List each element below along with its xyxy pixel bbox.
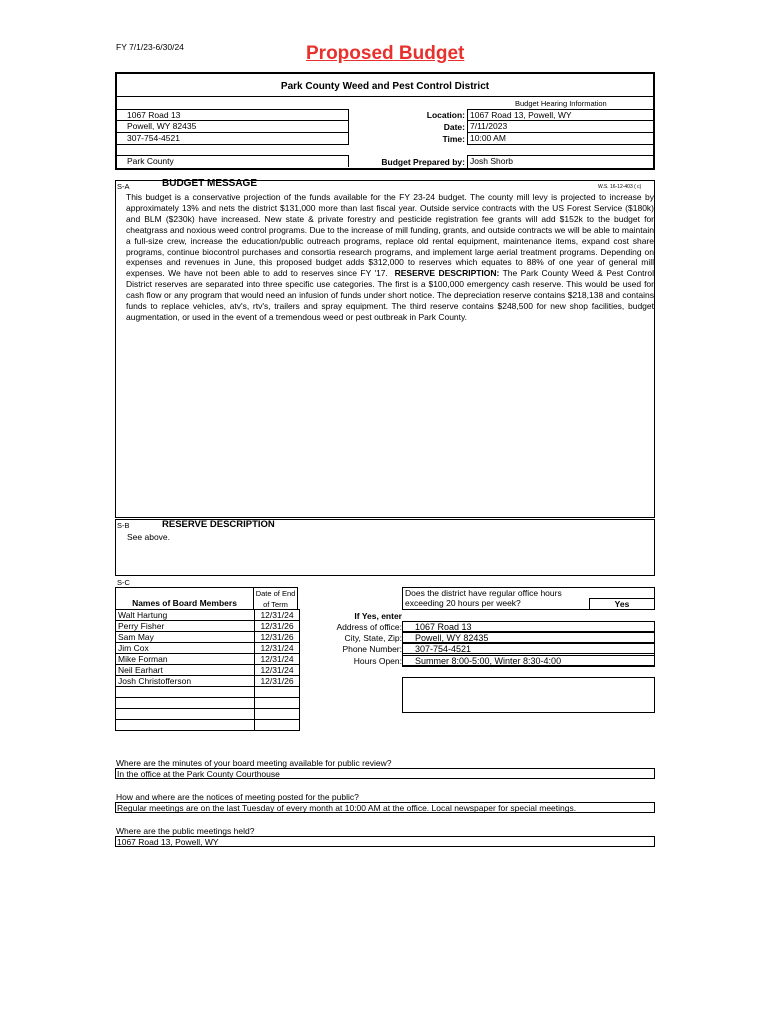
office-hours-label: Hours Open:	[353, 656, 402, 666]
table-row	[116, 720, 300, 731]
time-label: Time:	[442, 134, 465, 144]
statute-reference: W.S. 16-12-403 ( c)	[598, 184, 642, 190]
table-row	[116, 654, 300, 665]
member-term	[255, 687, 300, 698]
district-address-line2: Powell, WY 82435	[117, 121, 349, 133]
member-term: 12/31/24	[255, 643, 300, 654]
board-members-table	[115, 609, 300, 731]
if-yes-label: If Yes, enter	[354, 611, 402, 621]
district-name: Park County Weed and Pest Control District	[280, 81, 490, 92]
hearing-heading: Budget Hearing Information	[515, 99, 607, 108]
budget-message-heading: BUDGET MESSAGE	[162, 178, 258, 189]
term-header-line1: Date of End	[255, 589, 296, 598]
member-name	[116, 720, 255, 731]
prepared-by-value: Josh Shorb	[467, 155, 653, 168]
member-name	[116, 687, 255, 698]
table-row	[116, 687, 300, 698]
district-address-line1: 1067 Road 13	[117, 109, 349, 121]
reserve-description-text: See above.	[127, 532, 171, 542]
member-name: Mike Forman	[116, 654, 255, 665]
office-hours-value: Summer 8:00-5:00, Winter 8:30-4:00	[402, 655, 655, 666]
time-value: 10:00 AM	[467, 133, 653, 145]
table-row	[116, 665, 300, 676]
district-county: Park County	[117, 155, 349, 167]
reserve-description-heading: RESERVE DESCRIPTION	[162, 519, 275, 530]
office-city-value: Powell, WY 82435	[402, 632, 655, 643]
date-label: Date:	[443, 122, 465, 132]
district-phone: 307-754-4521	[117, 133, 349, 145]
member-name: Jim Cox	[116, 643, 255, 654]
office-phone-label: Phone Number:	[342, 644, 402, 654]
member-term: 12/31/24	[255, 665, 300, 676]
member-name: Walt Hartung	[116, 610, 255, 621]
member-name	[116, 698, 255, 709]
member-name: Sam May	[116, 632, 255, 643]
question-notices: How and where are the notices of meeting posted for the public?	[116, 792, 359, 802]
date-value: 7/11/2023	[467, 121, 653, 133]
member-term	[255, 709, 300, 720]
office-address-label: Address of office:	[336, 622, 402, 632]
office-phone-value: 307-754-4521	[402, 643, 655, 654]
member-name: Neil Earhart	[116, 665, 255, 676]
member-name: Josh Christofferson	[116, 676, 255, 687]
office-hours-answer: Yes	[589, 598, 655, 610]
answer-notices: Regular meetings are on the last Tuesday of every month at 10:00 AM at the office. Local newspaper for special meetings.	[115, 802, 655, 813]
member-term	[255, 720, 300, 731]
table-row	[116, 643, 300, 654]
fiscal-year: FY 7/1/23-6/30/24	[116, 42, 184, 52]
table-row	[116, 632, 300, 643]
page-title: Proposed Budget	[306, 43, 465, 64]
table-row	[116, 698, 300, 709]
budget-message-text: This budget is a conservative projection of the funds available for the FY 23-24 budget. The county mill levy is projected to increase by approximately 13% and nets the district $131,000 more than last fiscal year. Outside service contracts with the US Forest Service ($180k) and BLM ($230k) have increased. New state & private forestry and pesticide registration fee grants will add $152k to the budget for cheatgrass and noxious weed control programs. Due to the increase of mill funding, grants, and outside contracts we will be able to maintain a full-size crew, increase the education/public outreach programs, replace old rental equipment, maintenance items, expand cost share programs, continue biocontrol purchases and consortia research programs, and implement large aerial treatment programs. Depending on expenses and revenues in June, this proposed budget adds $312,000 to reserves which equates to 88% of one year of general mill expenses. We have not been able to add to reserves since FY '17. RESERVE DESCRIPTION: The Park County Weed & Pest Control District reserves are separated into three specific use categories. The first is a $100,000 emergency cash reserve. This would be used for cash flow or any program that would need an infusion of funds under short notice. The depreciation reserve contains $218,138 and contains funds to replace vehicles, atv's, rtv's, trailers and spray equipment. The third reserve contains $248,500 for new shop facilities, budget augmentation, or used in the event of a tremendous weed or pest outbreak in Park County.	[126, 192, 654, 322]
section-c-code: S-C	[117, 578, 130, 587]
district-info-box	[115, 72, 655, 170]
answer-minutes: In the office at the Park County Courthouse	[115, 768, 655, 779]
member-term: 12/31/26	[255, 676, 300, 687]
table-row	[116, 709, 300, 720]
table-row	[116, 610, 300, 621]
member-term	[255, 698, 300, 709]
question-minutes: Where are the minutes of your board meeting available for public review?	[116, 758, 392, 768]
section-a-code: S-A	[117, 182, 130, 191]
member-term: 12/31/24	[255, 610, 300, 621]
section-b-code: S-B	[117, 521, 130, 530]
member-name: Perry Fisher	[116, 621, 255, 632]
location-value: 1067 Road 13, Powell, WY	[467, 109, 653, 121]
member-term: 12/31/26	[255, 621, 300, 632]
member-term: 12/31/24	[255, 654, 300, 665]
member-name	[116, 709, 255, 720]
table-row	[116, 676, 300, 687]
blank-office-box	[402, 677, 655, 713]
location-label: Location:	[426, 110, 465, 120]
term-header-line2: of Term	[263, 600, 288, 609]
answer-meeting-place: 1067 Road 13, Powell, WY	[115, 836, 655, 847]
office-address-value: 1067 Road 13	[402, 621, 655, 632]
office-city-label: City, State, Zip:	[344, 633, 402, 643]
member-term: 12/31/26	[255, 632, 300, 643]
prepared-by-label: Budget Prepared by:	[381, 157, 465, 167]
members-header: Names of Board Members	[132, 598, 237, 608]
office-hours-question: Does the district have regular office hours exceeding 20 hours per week?	[405, 588, 562, 608]
table-row	[116, 621, 300, 632]
question-meeting-place: Where are the public meetings held?	[116, 826, 255, 836]
